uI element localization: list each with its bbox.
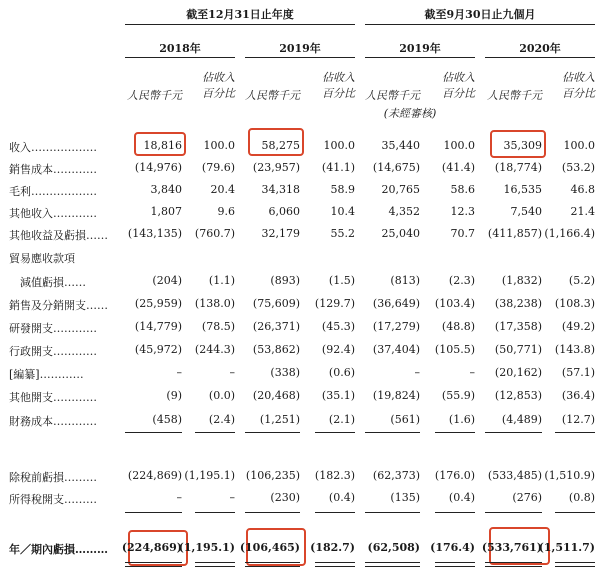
cell-value: (57.1) — [561, 366, 595, 379]
cell-value: 4,352 — [388, 205, 420, 218]
double-underline — [245, 562, 300, 563]
cell-value: (50,771) — [494, 343, 542, 356]
row-label: 除稅前虧損……… — [9, 471, 97, 484]
cell-value: 10.4 — [330, 205, 355, 218]
unaudited-note: (未經審核) — [383, 107, 437, 120]
cell-value: (1.6) — [448, 413, 475, 426]
cell-value: (135) — [390, 491, 420, 504]
cell-value: (12,853) — [494, 389, 542, 402]
double-underline — [365, 562, 420, 563]
cell-value: 21.4 — [570, 205, 595, 218]
year-header: 2019年 — [399, 42, 441, 55]
cell-value: 12.3 — [450, 205, 475, 218]
cell-value: (338) — [270, 366, 300, 379]
cell-value: (533,485) — [487, 469, 542, 482]
total-rule — [365, 512, 420, 513]
subtotal-rule — [315, 432, 355, 433]
cell-value: (244.3) — [194, 343, 235, 356]
cell-value: (224,869) — [127, 469, 182, 482]
cell-value: (45.3) — [321, 320, 355, 333]
col-header-pct-line: 百分比 — [562, 87, 595, 100]
cell-value: (41.1) — [321, 161, 355, 174]
cell-value: – — [414, 366, 420, 379]
col-header-pct-line: 佔收入 — [322, 71, 355, 84]
cell-value: (1.5) — [328, 274, 355, 287]
cell-value: (20,162) — [494, 366, 542, 379]
row-label: 收入……………… — [9, 141, 97, 154]
cell-value: (813) — [390, 274, 420, 287]
cell-value: (20,468) — [252, 389, 300, 402]
cell-value: 1,807 — [150, 205, 182, 218]
cell-value: (1,511.7) — [538, 541, 595, 554]
cell-value: (1,832) — [501, 274, 542, 287]
cell-value: (143,135) — [127, 227, 182, 240]
cell-value: (230) — [270, 491, 300, 504]
group-underline — [365, 24, 595, 25]
cell-value: (108.3) — [554, 297, 595, 310]
double-underline — [315, 566, 355, 567]
cell-value: (41.4) — [441, 161, 475, 174]
cell-value: 32,179 — [261, 227, 300, 240]
year-header: 2018年 — [159, 42, 201, 55]
col-header-pct-line: 百分比 — [322, 87, 355, 100]
cell-value: (2.1) — [328, 413, 355, 426]
double-underline — [485, 566, 542, 567]
double-underline — [435, 562, 475, 563]
double-underline — [195, 562, 235, 563]
cell-value: – — [176, 491, 182, 504]
cell-value: (0.6) — [328, 366, 355, 379]
col-header-pct — [515, 70, 595, 102]
cell-value: 58.6 — [450, 183, 475, 196]
cell-value: (105.5) — [434, 343, 475, 356]
cell-value: (53,862) — [252, 343, 300, 356]
cell-value: 20,765 — [381, 183, 420, 196]
row-label: 年／期內虧損……… — [9, 543, 108, 556]
subtotal-rule — [555, 432, 595, 433]
row-label: 其他收益及虧損…… — [9, 229, 108, 242]
cell-value: (23,957) — [252, 161, 300, 174]
cell-value: (14,779) — [134, 320, 182, 333]
row-label: 研發開支………… — [9, 322, 97, 335]
cell-value: 16,535 — [503, 183, 542, 196]
cell-value: 100.0 — [203, 139, 235, 152]
cell-value: (55.9) — [441, 389, 475, 402]
cell-value: (458) — [152, 413, 182, 426]
col-header-rmb: 人民幣千元 — [487, 89, 542, 102]
group-header-9m: 截至9月30日止九個月 — [424, 8, 536, 21]
year-underline — [125, 57, 235, 58]
total-rule — [485, 512, 542, 513]
cell-value: – — [176, 366, 182, 379]
double-underline — [555, 562, 595, 563]
double-underline — [245, 566, 300, 567]
group-header-fy: 截至12月31日止年度 — [186, 8, 294, 21]
cell-value: 9.6 — [217, 205, 235, 218]
cell-value: (760.7) — [194, 227, 235, 240]
col-header-pct-line: 百分比 — [202, 87, 235, 100]
cell-value: (182.7) — [310, 541, 355, 554]
double-underline — [315, 562, 355, 563]
year-underline — [245, 57, 355, 58]
total-rule — [555, 512, 595, 513]
cell-value: (14,976) — [134, 161, 182, 174]
cell-value: (37,404) — [372, 343, 420, 356]
col-header-pct-line: 佔收入 — [202, 71, 235, 84]
cell-value: (36,649) — [372, 297, 420, 310]
subtotal-rule — [435, 432, 475, 433]
subtotal-rule — [365, 432, 420, 433]
cell-value: (53.2) — [561, 161, 595, 174]
col-header-pct-line: 百分比 — [442, 87, 475, 100]
cell-value: (79.6) — [201, 161, 235, 174]
cell-value: (5.2) — [568, 274, 595, 287]
cell-value: (1.1) — [208, 274, 235, 287]
row-label: 其他收入………… — [9, 207, 97, 220]
cell-value: – — [229, 366, 235, 379]
cell-value: (1,195.1) — [178, 541, 235, 554]
cell-value: (45,972) — [134, 343, 182, 356]
year-underline — [485, 57, 595, 58]
double-underline — [195, 566, 235, 567]
cell-value: (204) — [152, 274, 182, 287]
double-underline — [125, 562, 182, 563]
cell-value: (561) — [390, 413, 420, 426]
cell-value: (35.1) — [321, 389, 355, 402]
cell-value: (36.4) — [561, 389, 595, 402]
cell-value: (411,857) — [487, 227, 542, 240]
cell-value: (78.5) — [201, 320, 235, 333]
cell-value: (0.4) — [448, 491, 475, 504]
cell-value: (9) — [166, 389, 182, 402]
cell-value: (18,774) — [494, 161, 542, 174]
row-label: 所得稅開支……… — [9, 493, 97, 506]
cell-value: (129.7) — [314, 297, 355, 310]
cell-value: (0.4) — [328, 491, 355, 504]
cell-value: (49.2) — [561, 320, 595, 333]
cell-value: (1,510.9) — [544, 469, 595, 482]
cell-value: (2.4) — [208, 413, 235, 426]
cell-value: (224,869) — [121, 541, 182, 554]
subtotal-rule — [195, 432, 235, 433]
cell-value: (17,279) — [372, 320, 420, 333]
double-underline — [555, 566, 595, 567]
subtotal-rule — [485, 432, 542, 433]
group-underline — [125, 24, 355, 25]
cell-value: (1,251) — [259, 413, 300, 426]
cell-value: (176.4) — [430, 541, 475, 554]
col-header-rmb: 人民幣千元 — [127, 89, 182, 102]
cell-value: (25,959) — [134, 297, 182, 310]
year-header: 2019年 — [279, 42, 321, 55]
cell-value: (92.4) — [321, 343, 355, 356]
cell-value: (893) — [270, 274, 300, 287]
cell-value: 3,840 — [150, 183, 182, 196]
cell-value: (17,358) — [494, 320, 542, 333]
total-rule — [435, 512, 475, 513]
year-underline — [365, 57, 475, 58]
cell-value: (2.3) — [448, 274, 475, 287]
total-rule — [125, 512, 182, 513]
cell-value: (276) — [512, 491, 542, 504]
col-header-pct-line: 佔收入 — [442, 71, 475, 84]
col-header-rmb: 人民幣千元 — [245, 89, 300, 102]
cell-value: (75,609) — [252, 297, 300, 310]
cell-value: 7,540 — [510, 205, 542, 218]
row-label: 毛利……………… — [9, 185, 97, 198]
double-underline — [435, 566, 475, 567]
row-label: 其他開支………… — [9, 391, 97, 404]
row-label: 行政開支………… — [9, 345, 97, 358]
double-underline — [365, 566, 420, 567]
cell-value: (103.4) — [434, 297, 475, 310]
total-rule — [245, 512, 300, 513]
cell-value: 55.2 — [330, 227, 355, 240]
cell-value: (19,824) — [372, 389, 420, 402]
cell-value: (0.0) — [208, 389, 235, 402]
subtotal-rule — [245, 432, 300, 433]
total-rule — [195, 512, 235, 513]
cell-value: 35,440 — [381, 139, 420, 152]
cell-value: (4,489) — [501, 413, 542, 426]
cell-value: 18,816 — [143, 139, 182, 152]
cell-value: (62,373) — [372, 469, 420, 482]
cell-value: (138.0) — [194, 297, 235, 310]
cell-value: (0.8) — [568, 491, 595, 504]
cell-value: (48.8) — [441, 320, 475, 333]
row-label: 銷售及分銷開支…… — [9, 299, 108, 312]
row-label: [編纂]………… — [9, 368, 84, 381]
cell-value: (533,761) — [481, 541, 542, 554]
row-label: 銷售成本………… — [9, 163, 97, 176]
cell-value: (38,238) — [494, 297, 542, 310]
cell-value: 58.9 — [330, 183, 355, 196]
cell-value: 46.8 — [570, 183, 595, 196]
row-label: 減值虧損…… — [9, 276, 86, 289]
cell-value: 35,309 — [503, 139, 542, 152]
cell-value: 25,040 — [381, 227, 420, 240]
col-header-rmb: 人民幣千元 — [365, 89, 420, 102]
cell-value: (106,235) — [245, 469, 300, 482]
cell-value: 100.0 — [323, 139, 355, 152]
cell-value: 70.7 — [450, 227, 475, 240]
cell-value: (1,195.1) — [184, 469, 235, 482]
cell-value: (62,508) — [367, 541, 420, 554]
cell-value: 34,318 — [261, 183, 300, 196]
row-label: 財務成本………… — [9, 415, 97, 428]
cell-value: (14,675) — [372, 161, 420, 174]
cell-value: (106,465) — [239, 541, 300, 554]
cell-value: – — [469, 366, 475, 379]
subtotal-rule — [125, 432, 182, 433]
total-rule — [315, 512, 355, 513]
cell-value: (182.3) — [314, 469, 355, 482]
cell-value: 100.0 — [443, 139, 475, 152]
cell-value: (26,371) — [252, 320, 300, 333]
cell-value: 58,275 — [261, 139, 300, 152]
double-underline — [485, 562, 542, 563]
cell-value: (176.0) — [434, 469, 475, 482]
cell-value: (1,166.4) — [544, 227, 595, 240]
cell-value: – — [229, 491, 235, 504]
cell-value: 6,060 — [268, 205, 300, 218]
double-underline — [125, 566, 182, 567]
col-header-pct-line: 佔收入 — [562, 71, 595, 84]
cell-value: 100.0 — [563, 139, 595, 152]
cell-value: 20.4 — [210, 183, 235, 196]
cell-value: (143.8) — [554, 343, 595, 356]
row-label: 貿易應收款項 — [9, 252, 75, 265]
cell-value: (12.7) — [561, 413, 595, 426]
year-header: 2020年 — [519, 42, 561, 55]
